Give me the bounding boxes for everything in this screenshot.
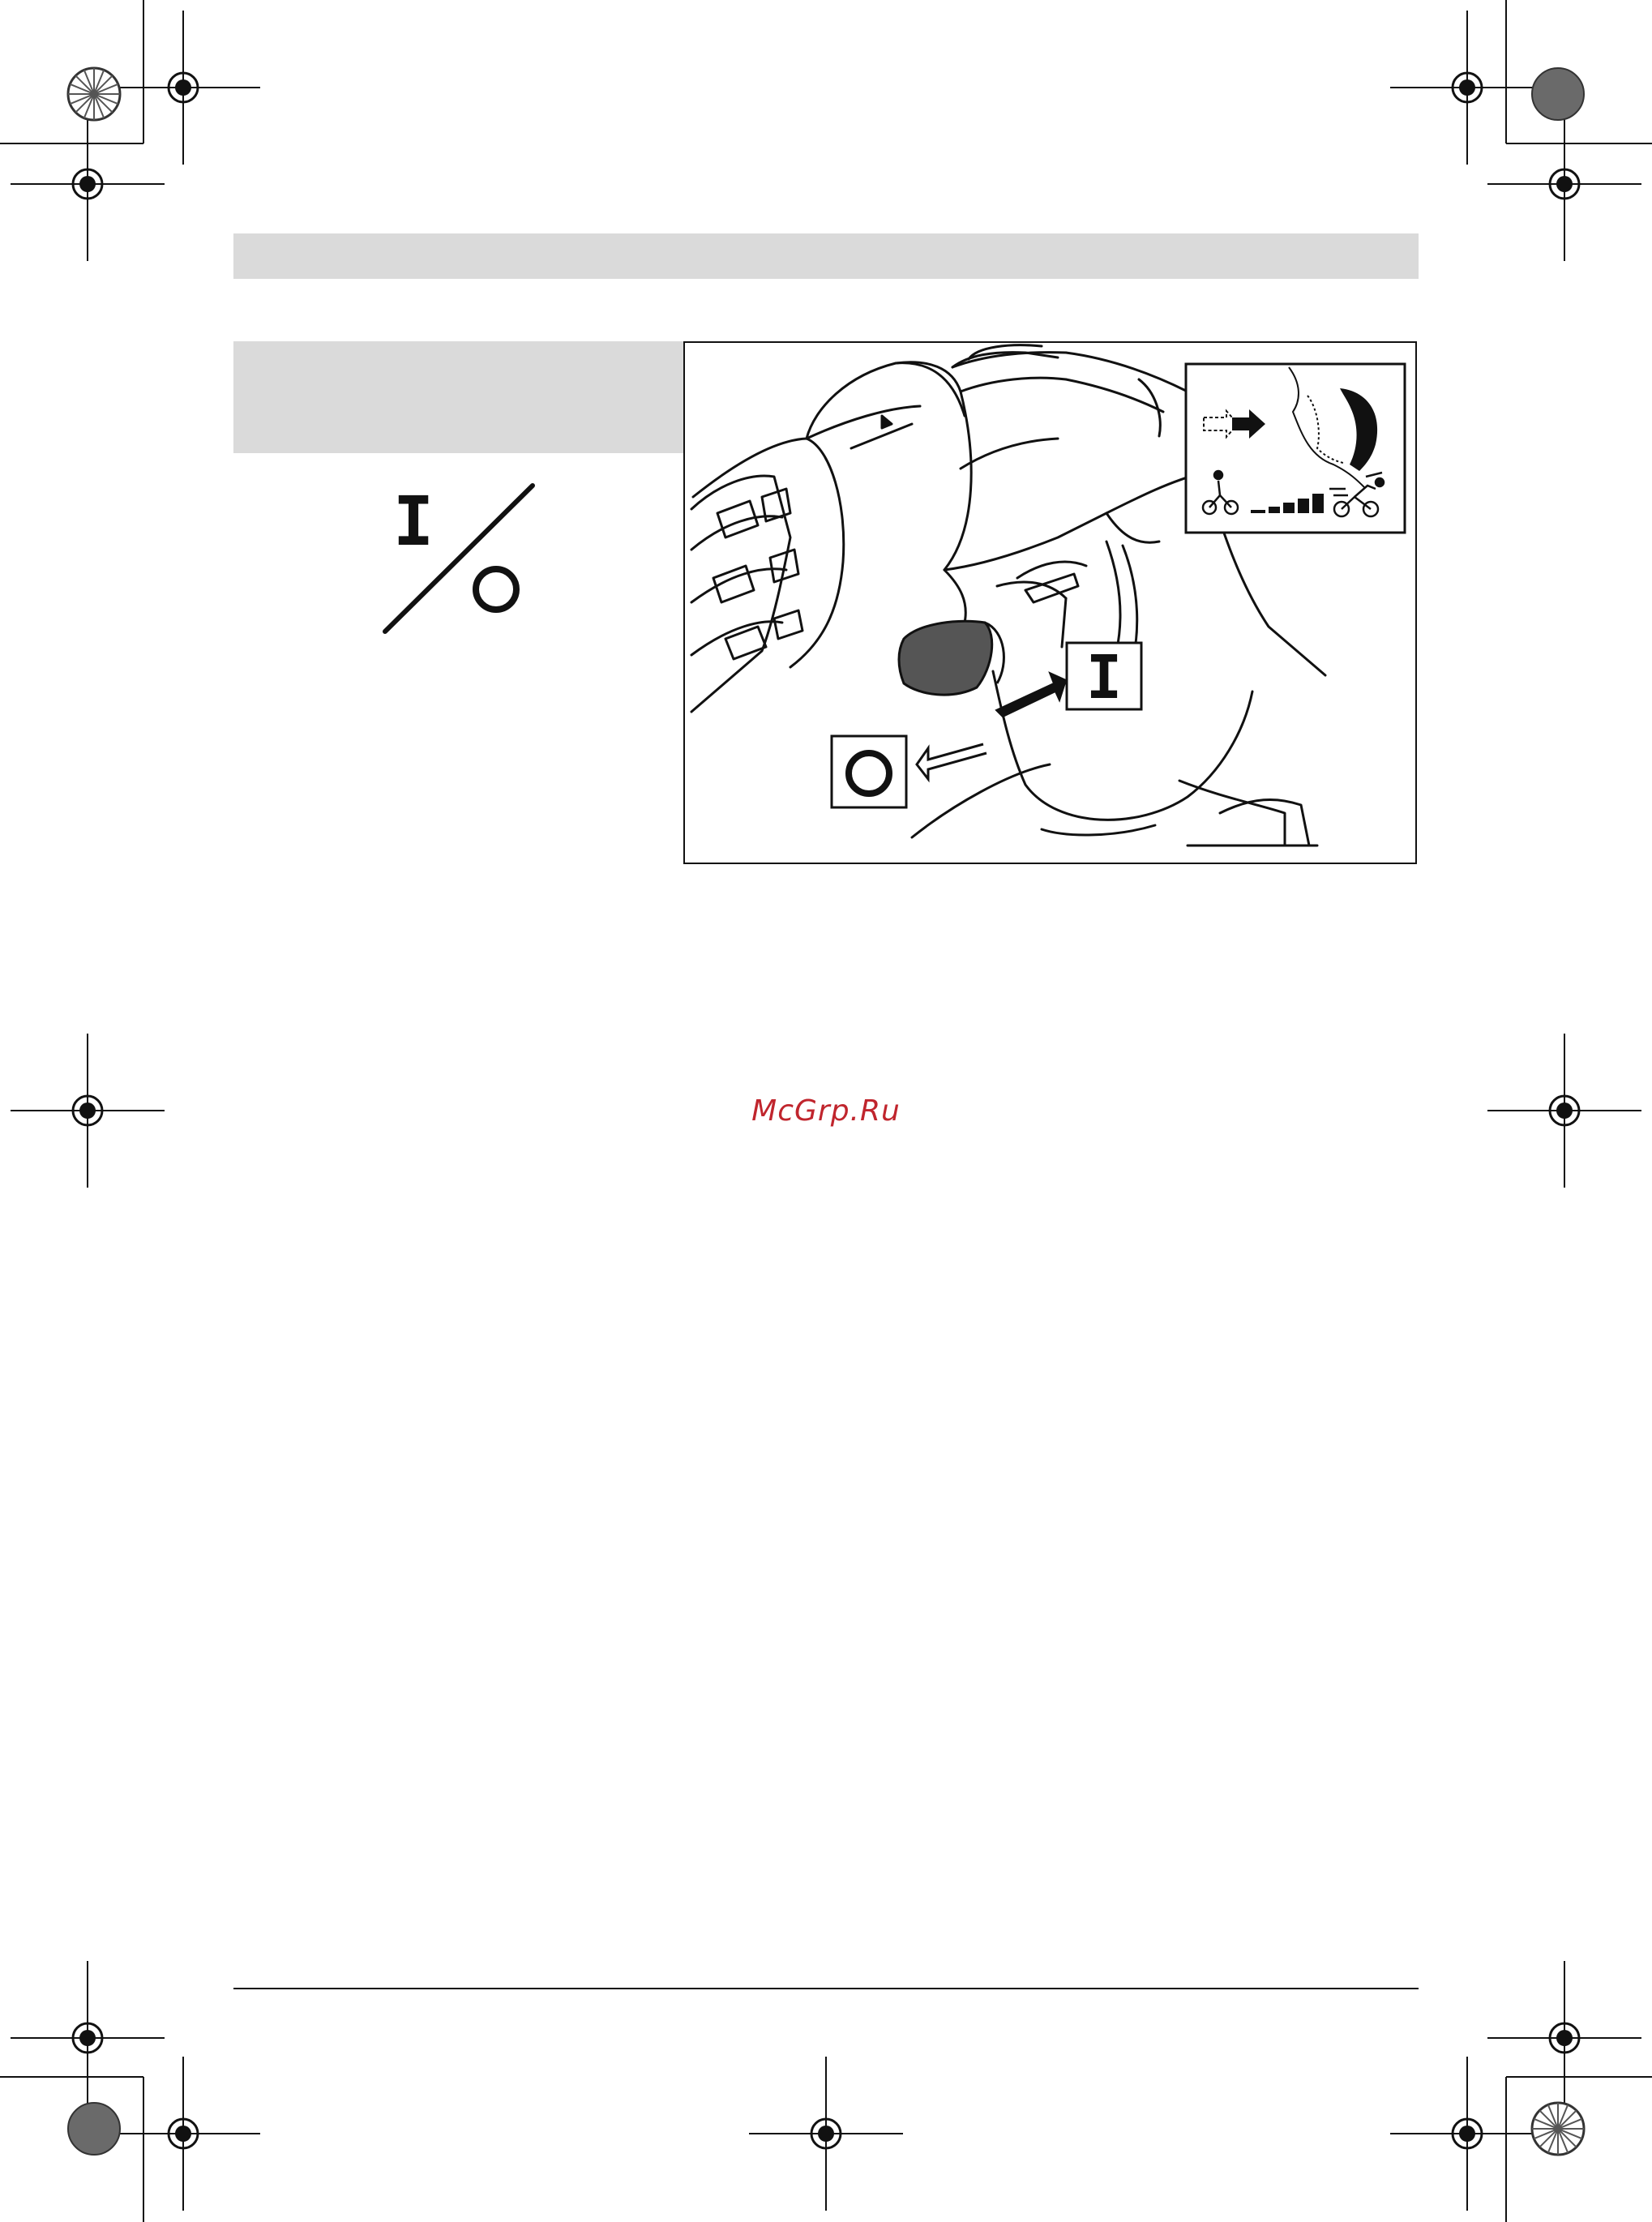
section-heading-box <box>233 341 683 453</box>
crop-mark <box>11 107 165 261</box>
on-arrow-icon <box>996 673 1066 717</box>
switch-knob <box>899 621 992 695</box>
crop-mark <box>106 11 260 165</box>
crop-mark <box>1390 2057 1544 2211</box>
gray-density-mark <box>68 2103 120 2155</box>
crop-mark <box>1487 107 1641 261</box>
drill-figure <box>683 341 1417 864</box>
drill-illustration <box>685 343 1415 863</box>
gray-density-mark <box>1532 68 1584 120</box>
watermark-text: McGrp.Ru <box>751 1094 901 1128</box>
color-sunburst-mark <box>68 68 120 120</box>
color-sunburst-mark <box>1532 2103 1584 2155</box>
crop-mark <box>1390 11 1544 165</box>
figure-on-label: I <box>1085 643 1123 713</box>
footer-rule <box>233 1988 1419 1989</box>
on-symbol-label: I <box>392 482 434 561</box>
crop-mark <box>1487 1961 1641 2115</box>
header-bar <box>233 233 1419 279</box>
crop-mark <box>11 1961 165 2115</box>
off-symbol-circle <box>476 569 516 610</box>
off-arrow-icon <box>917 744 986 779</box>
speed-control-inset <box>1186 364 1405 533</box>
on-off-symbol <box>357 470 551 649</box>
crop-mark <box>106 2057 260 2211</box>
crop-mark <box>749 2057 903 2211</box>
